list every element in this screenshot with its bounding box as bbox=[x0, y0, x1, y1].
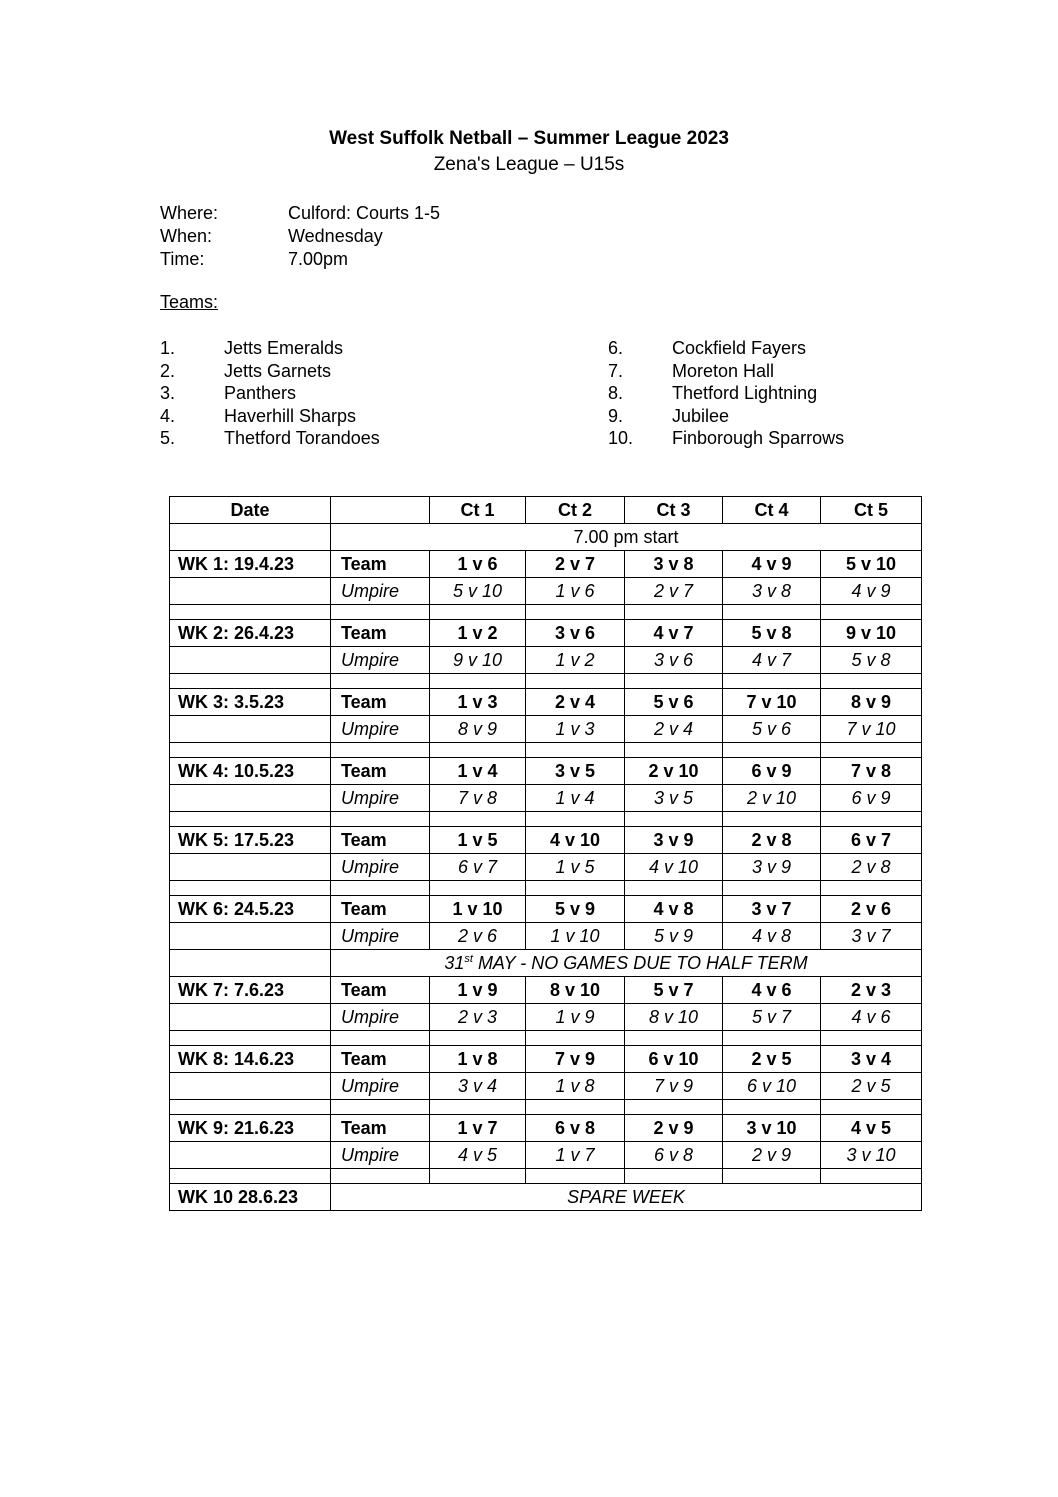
umpire-cell: 1 v 4 bbox=[526, 785, 625, 812]
empty-cell bbox=[526, 881, 625, 896]
column-header bbox=[331, 497, 430, 524]
week-team-row bbox=[170, 896, 922, 923]
empty-cell bbox=[331, 674, 430, 689]
table-cell bbox=[170, 785, 331, 812]
match-cell: 2 v 4 bbox=[526, 689, 625, 716]
info-label: Where: bbox=[160, 203, 219, 223]
empty-cell bbox=[430, 812, 526, 827]
spacer-row bbox=[170, 1100, 922, 1115]
match-cell: 1 v 9 bbox=[430, 977, 526, 1004]
week-date: WK 8: 14.6.23 bbox=[170, 1046, 331, 1073]
row-type-label: Team bbox=[331, 689, 430, 716]
match-cell: 4 v 9 bbox=[723, 551, 821, 578]
table-cell bbox=[170, 524, 331, 551]
empty-cell bbox=[526, 1100, 625, 1115]
week-team-row bbox=[170, 827, 922, 854]
spare-week-note: SPARE WEEK bbox=[331, 1184, 922, 1211]
half-term-row bbox=[170, 950, 922, 977]
empty-cell bbox=[821, 1169, 922, 1184]
spacer-row bbox=[170, 605, 922, 620]
week-date: WK 10 28.6.23 bbox=[170, 1184, 331, 1211]
umpire-cell: 9 v 10 bbox=[430, 647, 526, 674]
row-type-label: Team bbox=[331, 551, 430, 578]
umpire-cell: 2 v 4 bbox=[625, 716, 723, 743]
empty-cell bbox=[526, 812, 625, 827]
spacer-row bbox=[170, 812, 922, 827]
empty-cell bbox=[625, 1169, 723, 1184]
match-cell: 5 v 6 bbox=[625, 689, 723, 716]
umpire-cell: 8 v 9 bbox=[430, 716, 526, 743]
team-name: Thetford Torandoes bbox=[224, 428, 380, 448]
empty-cell bbox=[723, 881, 821, 896]
umpire-cell: 5 v 10 bbox=[430, 578, 526, 605]
match-cell: 4 v 7 bbox=[625, 620, 723, 647]
match-cell: 2 v 3 bbox=[821, 977, 922, 1004]
start-note-row bbox=[170, 524, 922, 551]
fixtures-table bbox=[169, 496, 922, 1211]
team-name: Jetts Emeralds bbox=[224, 338, 344, 358]
week-date: WK 4: 10.5.23 bbox=[170, 758, 331, 785]
empty-cell bbox=[625, 743, 723, 758]
week-team-row bbox=[170, 1046, 922, 1073]
info-row-when bbox=[160, 225, 440, 248]
umpire-cell: 6 v 8 bbox=[625, 1142, 723, 1169]
week-date: WK 2: 26.4.23 bbox=[170, 620, 331, 647]
empty-cell bbox=[170, 881, 331, 896]
empty-cell bbox=[170, 605, 331, 620]
team-item bbox=[608, 360, 844, 383]
team-item bbox=[608, 382, 844, 405]
empty-cell bbox=[526, 605, 625, 620]
umpire-cell: 5 v 9 bbox=[625, 923, 723, 950]
umpire-cell: 4 v 8 bbox=[723, 923, 821, 950]
row-type-label: Team bbox=[331, 1046, 430, 1073]
table-cell bbox=[170, 1073, 331, 1100]
match-cell: 3 v 6 bbox=[526, 620, 625, 647]
match-cell: 6 v 9 bbox=[723, 758, 821, 785]
empty-cell bbox=[625, 1031, 723, 1046]
document-title: West Suffolk Netball – Summer League 2023 bbox=[329, 128, 729, 149]
match-cell: 7 v 10 bbox=[723, 689, 821, 716]
spacer-row bbox=[170, 881, 922, 896]
empty-cell bbox=[821, 743, 922, 758]
empty-cell bbox=[526, 674, 625, 689]
empty-cell bbox=[723, 674, 821, 689]
team-item bbox=[160, 360, 380, 383]
week-date: WK 7: 7.6.23 bbox=[170, 977, 331, 1004]
empty-cell bbox=[526, 1169, 625, 1184]
week-umpire-row bbox=[170, 578, 922, 605]
table-cell bbox=[170, 854, 331, 881]
umpire-cell: 4 v 10 bbox=[625, 854, 723, 881]
empty-cell bbox=[170, 674, 331, 689]
match-cell: 1 v 8 bbox=[430, 1046, 526, 1073]
team-number: 10. bbox=[608, 428, 634, 448]
info-label: Time: bbox=[160, 249, 205, 269]
umpire-cell: 2 v 7 bbox=[625, 578, 723, 605]
week-date: WK 1: 19.4.23 bbox=[170, 551, 331, 578]
week-date: WK 3: 3.5.23 bbox=[170, 689, 331, 716]
table-cell bbox=[170, 1004, 331, 1031]
team-item bbox=[608, 337, 844, 360]
umpire-cell: 2 v 9 bbox=[723, 1142, 821, 1169]
umpire-cell: 6 v 9 bbox=[821, 785, 922, 812]
umpire-cell: 4 v 7 bbox=[723, 647, 821, 674]
umpire-cell: 5 v 8 bbox=[821, 647, 922, 674]
match-cell: 4 v 8 bbox=[625, 896, 723, 923]
spacer-row bbox=[170, 1169, 922, 1184]
umpire-cell: 1 v 3 bbox=[526, 716, 625, 743]
match-cell: 3 v 8 bbox=[625, 551, 723, 578]
match-cell: 7 v 8 bbox=[821, 758, 922, 785]
column-header: Ct 2 bbox=[526, 497, 625, 524]
match-cell: 1 v 6 bbox=[430, 551, 526, 578]
week-team-row bbox=[170, 689, 922, 716]
empty-cell bbox=[170, 1169, 331, 1184]
match-cell: 1 v 4 bbox=[430, 758, 526, 785]
umpire-cell: 1 v 7 bbox=[526, 1142, 625, 1169]
week-team-row bbox=[170, 620, 922, 647]
week-umpire-row bbox=[170, 647, 922, 674]
match-cell: 9 v 10 bbox=[821, 620, 922, 647]
row-type-label: Umpire bbox=[331, 1004, 430, 1031]
match-cell: 2 v 5 bbox=[723, 1046, 821, 1073]
team-item bbox=[160, 427, 380, 450]
match-cell: 5 v 7 bbox=[625, 977, 723, 1004]
match-cell: 2 v 8 bbox=[723, 827, 821, 854]
team-number: 4. bbox=[160, 405, 176, 426]
empty-cell bbox=[331, 812, 430, 827]
umpire-cell: 1 v 5 bbox=[526, 854, 625, 881]
match-cell: 3 v 10 bbox=[723, 1115, 821, 1142]
match-cell: 2 v 6 bbox=[821, 896, 922, 923]
match-cell: 4 v 6 bbox=[723, 977, 821, 1004]
row-type-label: Umpire bbox=[331, 1073, 430, 1100]
row-type-label: Umpire bbox=[331, 854, 430, 881]
match-cell: 1 v 3 bbox=[430, 689, 526, 716]
match-cell: 8 v 9 bbox=[821, 689, 922, 716]
row-type-label: Umpire bbox=[331, 785, 430, 812]
team-number: 1. bbox=[160, 338, 176, 358]
match-cell: 5 v 10 bbox=[821, 551, 922, 578]
umpire-cell: 3 v 9 bbox=[723, 854, 821, 881]
empty-cell bbox=[625, 674, 723, 689]
info-value: 7.00pm bbox=[288, 249, 349, 269]
column-header: Date bbox=[170, 497, 331, 524]
row-type-label: Umpire bbox=[331, 716, 430, 743]
empty-cell bbox=[723, 743, 821, 758]
umpire-cell: 7 v 8 bbox=[430, 785, 526, 812]
umpire-cell: 2 v 5 bbox=[821, 1073, 922, 1100]
spacer-row bbox=[170, 674, 922, 689]
row-type-label: Umpire bbox=[331, 647, 430, 674]
team-name: Panthers bbox=[224, 383, 297, 403]
empty-cell bbox=[331, 605, 430, 620]
week-date: WK 9: 21.6.23 bbox=[170, 1115, 331, 1142]
umpire-cell: 2 v 3 bbox=[430, 1004, 526, 1031]
week-umpire-row bbox=[170, 1073, 922, 1100]
match-cell: 3 v 7 bbox=[723, 896, 821, 923]
umpire-cell: 1 v 9 bbox=[526, 1004, 625, 1031]
team-name: Finborough Sparrows bbox=[672, 428, 845, 448]
note-text: MAY - NO GAMES DUE TO HALF TERM bbox=[472, 952, 808, 973]
empty-cell bbox=[821, 1031, 922, 1046]
match-cell: 3 v 9 bbox=[625, 827, 723, 854]
match-cell: 1 v 10 bbox=[430, 896, 526, 923]
empty-cell bbox=[331, 1100, 430, 1115]
week-umpire-row bbox=[170, 923, 922, 950]
table-cell bbox=[170, 1142, 331, 1169]
empty-cell bbox=[625, 812, 723, 827]
empty-cell bbox=[723, 1169, 821, 1184]
week-date: WK 6: 24.5.23 bbox=[170, 896, 331, 923]
umpire-cell: 1 v 6 bbox=[526, 578, 625, 605]
row-type-label: Umpire bbox=[331, 578, 430, 605]
table-cell bbox=[170, 647, 331, 674]
match-cell: 2 v 7 bbox=[526, 551, 625, 578]
umpire-cell: 2 v 8 bbox=[821, 854, 922, 881]
umpire-cell: 5 v 6 bbox=[723, 716, 821, 743]
match-cell: 4 v 5 bbox=[821, 1115, 922, 1142]
team-name: Jetts Garnets bbox=[224, 360, 332, 381]
row-type-label: Umpire bbox=[331, 923, 430, 950]
team-name: Haverhill Sharps bbox=[224, 405, 357, 426]
week-umpire-row bbox=[170, 1004, 922, 1031]
empty-cell bbox=[821, 1100, 922, 1115]
row-type-label: Umpire bbox=[331, 1142, 430, 1169]
week-team-row bbox=[170, 758, 922, 785]
teams-list-right bbox=[608, 337, 844, 450]
empty-cell bbox=[430, 881, 526, 896]
info-label: When: bbox=[160, 226, 213, 246]
week-umpire-row bbox=[170, 785, 922, 812]
empty-cell bbox=[526, 1031, 625, 1046]
start-time-note: 7.00 pm start bbox=[331, 524, 922, 551]
venue-info bbox=[160, 202, 440, 271]
week-umpire-row bbox=[170, 716, 922, 743]
umpire-cell: 3 v 4 bbox=[430, 1073, 526, 1100]
empty-cell bbox=[723, 1100, 821, 1115]
week-umpire-row bbox=[170, 854, 922, 881]
spacer-row bbox=[170, 743, 922, 758]
match-cell: 1 v 7 bbox=[430, 1115, 526, 1142]
empty-cell bbox=[821, 812, 922, 827]
match-cell: 7 v 9 bbox=[526, 1046, 625, 1073]
week-team-row bbox=[170, 1115, 922, 1142]
match-cell: 2 v 9 bbox=[625, 1115, 723, 1142]
empty-cell bbox=[821, 881, 922, 896]
team-number: 5. bbox=[160, 428, 176, 448]
match-cell: 5 v 9 bbox=[526, 896, 625, 923]
umpire-cell: 2 v 10 bbox=[723, 785, 821, 812]
team-number: 7. bbox=[608, 360, 624, 381]
row-type-label: Team bbox=[331, 758, 430, 785]
week-team-row bbox=[170, 977, 922, 1004]
half-term-note bbox=[331, 950, 922, 977]
note-day-suffix: st bbox=[464, 952, 473, 965]
week-date: WK 5: 17.5.23 bbox=[170, 827, 331, 854]
empty-cell bbox=[430, 1100, 526, 1115]
info-row-where bbox=[160, 202, 440, 225]
week-umpire-row bbox=[170, 1142, 922, 1169]
table-cell bbox=[170, 923, 331, 950]
match-cell: 5 v 8 bbox=[723, 620, 821, 647]
empty-cell bbox=[430, 605, 526, 620]
team-name: Jubilee bbox=[672, 405, 730, 426]
empty-cell bbox=[526, 743, 625, 758]
umpire-cell: 6 v 10 bbox=[723, 1073, 821, 1100]
info-value: Culford: Courts 1-5 bbox=[288, 203, 441, 223]
column-header: Ct 3 bbox=[625, 497, 723, 524]
match-cell: 8 v 10 bbox=[526, 977, 625, 1004]
umpire-cell: 5 v 7 bbox=[723, 1004, 821, 1031]
match-cell: 6 v 7 bbox=[821, 827, 922, 854]
empty-cell bbox=[723, 605, 821, 620]
umpire-cell: 1 v 8 bbox=[526, 1073, 625, 1100]
empty-cell bbox=[625, 881, 723, 896]
match-cell: 6 v 8 bbox=[526, 1115, 625, 1142]
team-name: Thetford Lightning bbox=[672, 383, 818, 403]
umpire-cell: 3 v 7 bbox=[821, 923, 922, 950]
empty-cell bbox=[430, 1031, 526, 1046]
team-number: 8. bbox=[608, 383, 624, 403]
empty-cell bbox=[723, 812, 821, 827]
team-number: 3. bbox=[160, 383, 176, 403]
team-number: 2. bbox=[160, 360, 176, 381]
empty-cell bbox=[331, 1169, 430, 1184]
empty-cell bbox=[821, 605, 922, 620]
empty-cell bbox=[331, 1031, 430, 1046]
note-day: 31 bbox=[444, 952, 465, 973]
empty-cell bbox=[821, 674, 922, 689]
document-subtitle: Zena's League – U15s bbox=[433, 154, 625, 175]
empty-cell bbox=[170, 1031, 331, 1046]
empty-cell bbox=[430, 1169, 526, 1184]
row-type-label: Team bbox=[331, 1115, 430, 1142]
week-team-row bbox=[170, 551, 922, 578]
umpire-cell: 4 v 5 bbox=[430, 1142, 526, 1169]
team-item bbox=[608, 405, 844, 428]
team-number: 6. bbox=[608, 338, 624, 358]
empty-cell bbox=[430, 674, 526, 689]
match-cell: 6 v 10 bbox=[625, 1046, 723, 1073]
table-cell bbox=[170, 950, 331, 977]
umpire-cell: 3 v 10 bbox=[821, 1142, 922, 1169]
empty-cell bbox=[170, 1100, 331, 1115]
empty-cell bbox=[723, 1031, 821, 1046]
match-cell: 3 v 4 bbox=[821, 1046, 922, 1073]
empty-cell bbox=[430, 743, 526, 758]
team-number: 9. bbox=[608, 405, 624, 426]
table-cell bbox=[170, 716, 331, 743]
team-name: Moreton Hall bbox=[672, 360, 775, 381]
column-header: Ct 5 bbox=[821, 497, 922, 524]
team-item bbox=[608, 427, 844, 450]
umpire-cell: 2 v 6 bbox=[430, 923, 526, 950]
umpire-cell: 7 v 10 bbox=[821, 716, 922, 743]
match-cell: 4 v 10 bbox=[526, 827, 625, 854]
empty-cell bbox=[331, 743, 430, 758]
match-cell: 2 v 10 bbox=[625, 758, 723, 785]
empty-cell bbox=[170, 743, 331, 758]
spare-week-row bbox=[170, 1184, 922, 1211]
teams-list-left bbox=[160, 337, 380, 450]
umpire-cell: 6 v 7 bbox=[430, 854, 526, 881]
row-type-label: Team bbox=[331, 977, 430, 1004]
table-header-row bbox=[170, 497, 922, 524]
match-cell: 1 v 2 bbox=[430, 620, 526, 647]
row-type-label: Team bbox=[331, 620, 430, 647]
umpire-cell: 4 v 6 bbox=[821, 1004, 922, 1031]
row-type-label: Team bbox=[331, 827, 430, 854]
info-row-time bbox=[160, 248, 440, 271]
match-cell: 3 v 5 bbox=[526, 758, 625, 785]
empty-cell bbox=[331, 881, 430, 896]
teams-heading: Teams: bbox=[160, 292, 219, 312]
umpire-cell: 1 v 2 bbox=[526, 647, 625, 674]
info-value: Wednesday bbox=[288, 226, 383, 246]
umpire-cell: 3 v 6 bbox=[625, 647, 723, 674]
empty-cell bbox=[170, 812, 331, 827]
team-item bbox=[160, 405, 380, 428]
match-cell: 1 v 5 bbox=[430, 827, 526, 854]
umpire-cell: 4 v 9 bbox=[821, 578, 922, 605]
spacer-row bbox=[170, 1031, 922, 1046]
team-item bbox=[160, 382, 380, 405]
umpire-cell: 1 v 10 bbox=[526, 923, 625, 950]
column-header: Ct 1 bbox=[430, 497, 526, 524]
umpire-cell: 8 v 10 bbox=[625, 1004, 723, 1031]
table-cell bbox=[170, 578, 331, 605]
umpire-cell: 3 v 5 bbox=[625, 785, 723, 812]
empty-cell bbox=[625, 1100, 723, 1115]
row-type-label: Team bbox=[331, 896, 430, 923]
empty-cell bbox=[625, 605, 723, 620]
team-item bbox=[160, 337, 380, 360]
umpire-cell: 7 v 9 bbox=[625, 1073, 723, 1100]
umpire-cell: 3 v 8 bbox=[723, 578, 821, 605]
column-header: Ct 4 bbox=[723, 497, 821, 524]
team-name: Cockfield Fayers bbox=[672, 338, 807, 358]
